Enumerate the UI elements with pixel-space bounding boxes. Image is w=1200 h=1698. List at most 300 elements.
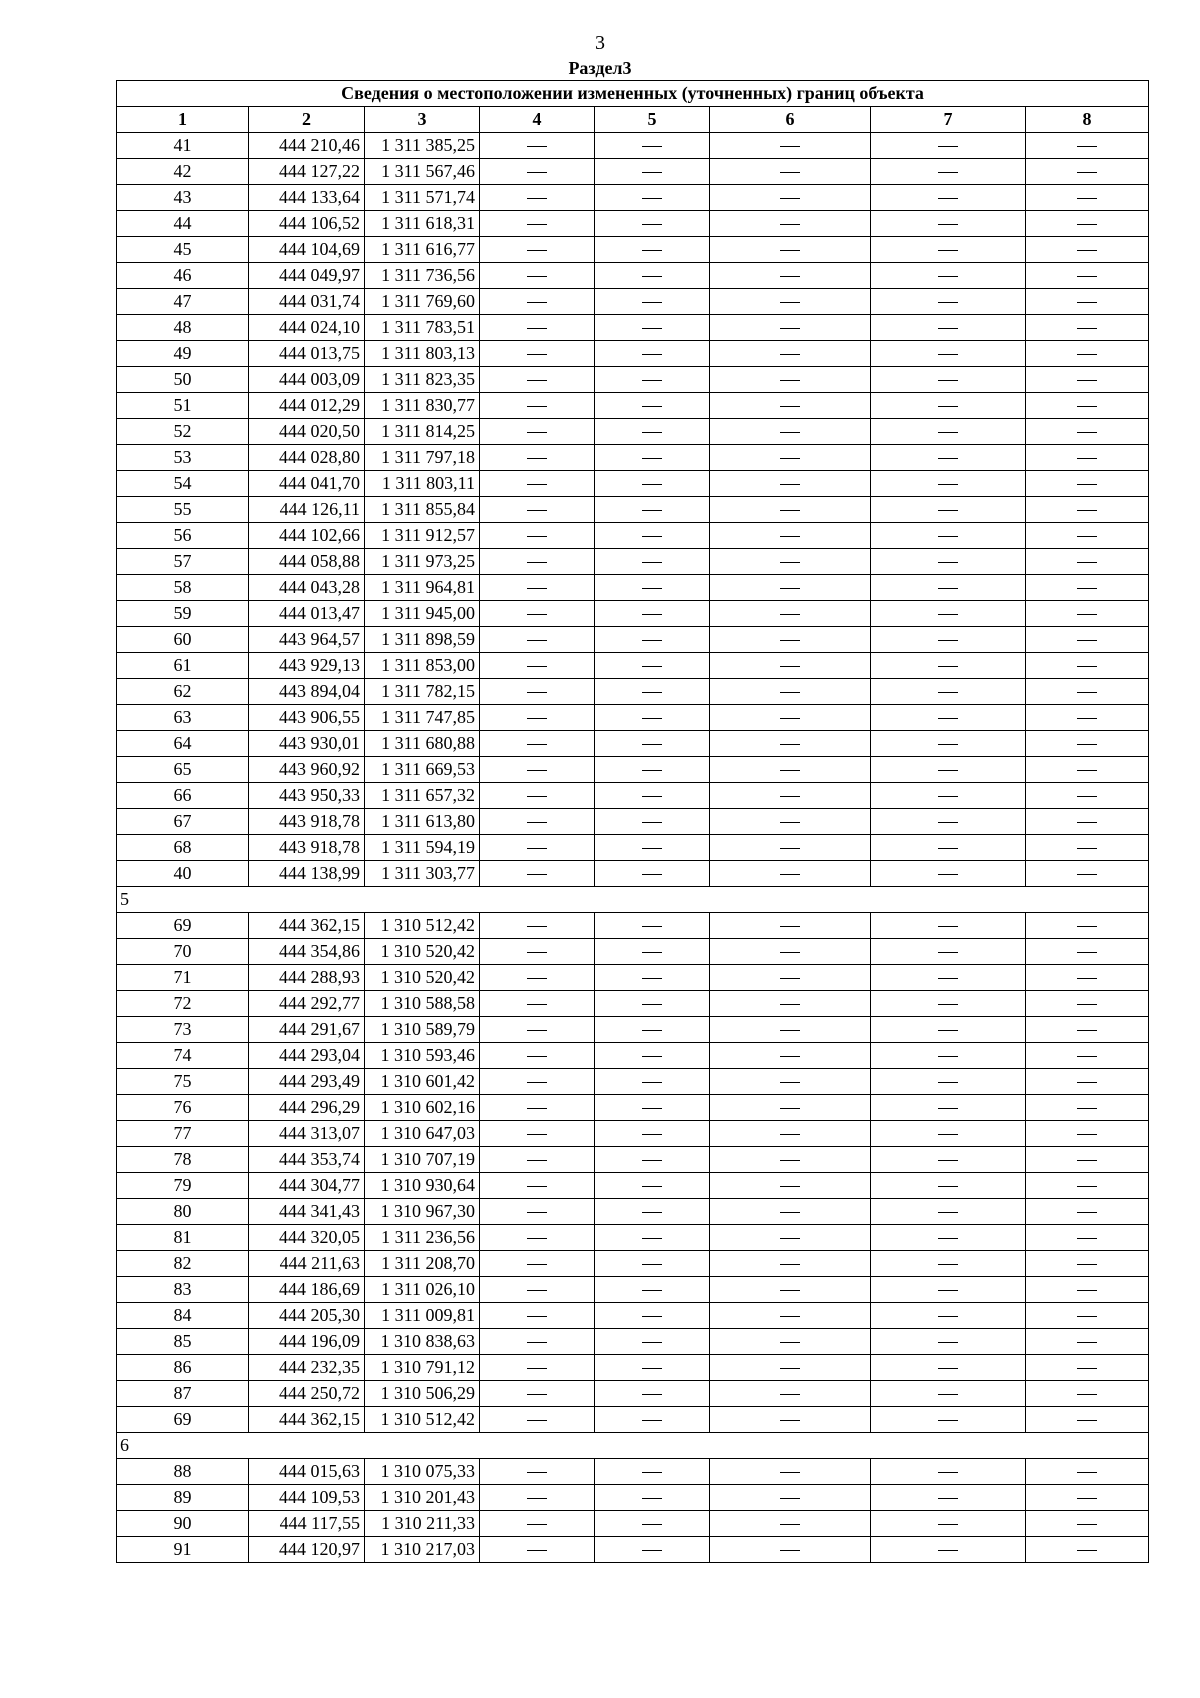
empty-cell bbox=[1026, 523, 1149, 549]
empty-cell bbox=[871, 1277, 1026, 1303]
coordinate-x: 443 950,33 bbox=[249, 783, 365, 809]
empty-dash bbox=[938, 1238, 958, 1239]
empty-dash bbox=[642, 1550, 662, 1551]
coordinate-x: 443 918,78 bbox=[249, 809, 365, 835]
empty-dash bbox=[938, 1498, 958, 1499]
empty-dash bbox=[527, 1394, 547, 1395]
empty-dash bbox=[938, 978, 958, 979]
empty-dash bbox=[780, 666, 800, 667]
empty-cell bbox=[871, 1225, 1026, 1251]
point-number: 41 bbox=[117, 133, 249, 159]
coordinate-y: 1 311 385,25 bbox=[365, 133, 480, 159]
empty-dash bbox=[1077, 1108, 1097, 1109]
empty-cell bbox=[710, 1355, 871, 1381]
table-row bbox=[117, 445, 1149, 471]
empty-dash bbox=[642, 1420, 662, 1421]
empty-cell bbox=[871, 419, 1026, 445]
empty-cell bbox=[595, 939, 710, 965]
empty-dash bbox=[1077, 718, 1097, 719]
empty-cell bbox=[595, 1069, 710, 1095]
table-row bbox=[117, 653, 1149, 679]
empty-cell bbox=[595, 1277, 710, 1303]
empty-dash bbox=[780, 302, 800, 303]
empty-cell bbox=[595, 861, 710, 887]
empty-cell bbox=[710, 133, 871, 159]
empty-cell bbox=[710, 367, 871, 393]
coordinate-y: 1 311 669,53 bbox=[365, 757, 480, 783]
empty-cell bbox=[1026, 1537, 1149, 1563]
empty-dash bbox=[938, 328, 958, 329]
empty-cell bbox=[710, 445, 871, 471]
empty-dash bbox=[1077, 1290, 1097, 1291]
empty-dash bbox=[938, 536, 958, 537]
empty-dash bbox=[938, 1342, 958, 1343]
table-row bbox=[117, 1459, 1149, 1485]
empty-cell bbox=[710, 419, 871, 445]
empty-cell bbox=[871, 809, 1026, 835]
empty-dash bbox=[527, 510, 547, 511]
point-number: 57 bbox=[117, 549, 249, 575]
empty-cell bbox=[480, 731, 595, 757]
point-number: 45 bbox=[117, 237, 249, 263]
empty-cell bbox=[871, 393, 1026, 419]
table-row bbox=[117, 367, 1149, 393]
coordinate-x: 444 362,15 bbox=[249, 1407, 365, 1433]
empty-dash bbox=[1077, 432, 1097, 433]
empty-dash bbox=[938, 874, 958, 875]
empty-cell bbox=[480, 757, 595, 783]
empty-dash bbox=[938, 770, 958, 771]
empty-cell bbox=[871, 549, 1026, 575]
coordinate-x: 443 894,04 bbox=[249, 679, 365, 705]
empty-cell bbox=[871, 263, 1026, 289]
contour-number: 6 bbox=[117, 1433, 1149, 1459]
empty-dash bbox=[780, 224, 800, 225]
empty-cell bbox=[871, 1095, 1026, 1121]
table-row bbox=[117, 1407, 1149, 1433]
coordinate-y: 1 311 567,46 bbox=[365, 159, 480, 185]
empty-cell bbox=[871, 1173, 1026, 1199]
point-number: 65 bbox=[117, 757, 249, 783]
empty-dash bbox=[1077, 796, 1097, 797]
empty-cell bbox=[480, 913, 595, 939]
table-row bbox=[117, 1537, 1149, 1563]
empty-dash bbox=[527, 1186, 547, 1187]
empty-cell bbox=[871, 523, 1026, 549]
empty-dash bbox=[527, 1212, 547, 1213]
empty-cell bbox=[871, 315, 1026, 341]
coordinate-x: 444 104,69 bbox=[249, 237, 365, 263]
empty-cell bbox=[710, 1199, 871, 1225]
empty-dash bbox=[938, 588, 958, 589]
empty-dash bbox=[1077, 510, 1097, 511]
empty-cell bbox=[710, 237, 871, 263]
empty-dash bbox=[1077, 640, 1097, 641]
empty-dash bbox=[642, 510, 662, 511]
empty-cell bbox=[480, 1017, 595, 1043]
point-number: 58 bbox=[117, 575, 249, 601]
empty-cell bbox=[871, 731, 1026, 757]
empty-cell bbox=[595, 653, 710, 679]
empty-cell bbox=[595, 211, 710, 237]
empty-dash bbox=[642, 276, 662, 277]
point-number: 82 bbox=[117, 1251, 249, 1277]
empty-cell bbox=[871, 497, 1026, 523]
empty-dash bbox=[938, 926, 958, 927]
empty-dash bbox=[780, 1290, 800, 1291]
empty-cell bbox=[595, 1199, 710, 1225]
empty-dash bbox=[642, 328, 662, 329]
column-header: 6 bbox=[710, 107, 871, 133]
empty-dash bbox=[780, 250, 800, 251]
empty-dash bbox=[642, 432, 662, 433]
point-number: 76 bbox=[117, 1095, 249, 1121]
empty-dash bbox=[642, 1238, 662, 1239]
empty-cell bbox=[710, 679, 871, 705]
empty-cell bbox=[871, 965, 1026, 991]
coordinate-x: 444 211,63 bbox=[249, 1251, 365, 1277]
empty-dash bbox=[780, 1498, 800, 1499]
table-body bbox=[117, 133, 1149, 1563]
empty-cell bbox=[1026, 1511, 1149, 1537]
coordinate-x: 444 320,05 bbox=[249, 1225, 365, 1251]
empty-dash bbox=[780, 822, 800, 823]
empty-cell bbox=[871, 653, 1026, 679]
table-row bbox=[117, 965, 1149, 991]
empty-cell bbox=[480, 1303, 595, 1329]
empty-cell bbox=[871, 1537, 1026, 1563]
empty-dash bbox=[642, 1108, 662, 1109]
empty-dash bbox=[527, 458, 547, 459]
empty-dash bbox=[1077, 1420, 1097, 1421]
empty-cell bbox=[480, 1199, 595, 1225]
point-number: 64 bbox=[117, 731, 249, 757]
empty-dash bbox=[527, 692, 547, 693]
point-number: 87 bbox=[117, 1381, 249, 1407]
empty-cell bbox=[480, 549, 595, 575]
empty-cell bbox=[595, 835, 710, 861]
empty-dash bbox=[938, 1316, 958, 1317]
empty-cell bbox=[1026, 1095, 1149, 1121]
empty-cell bbox=[871, 1069, 1026, 1095]
point-number: 81 bbox=[117, 1225, 249, 1251]
empty-cell bbox=[1026, 289, 1149, 315]
coordinate-y: 1 310 930,64 bbox=[365, 1173, 480, 1199]
point-number: 89 bbox=[117, 1485, 249, 1511]
empty-cell bbox=[595, 1537, 710, 1563]
empty-dash bbox=[527, 1030, 547, 1031]
empty-cell bbox=[1026, 627, 1149, 653]
empty-dash bbox=[780, 952, 800, 953]
point-number: 80 bbox=[117, 1199, 249, 1225]
column-header: 7 bbox=[871, 107, 1026, 133]
table-caption: Сведения о местоположении измененных (уточненных) границ объекта bbox=[117, 81, 1149, 107]
empty-cell bbox=[710, 341, 871, 367]
empty-cell bbox=[871, 679, 1026, 705]
empty-cell bbox=[595, 1485, 710, 1511]
empty-cell bbox=[710, 809, 871, 835]
empty-dash bbox=[527, 926, 547, 927]
empty-cell bbox=[480, 367, 595, 393]
table-row bbox=[117, 731, 1149, 757]
table-row bbox=[117, 1303, 1149, 1329]
empty-dash bbox=[938, 744, 958, 745]
coordinate-y: 1 311 803,11 bbox=[365, 471, 480, 497]
coordinate-y: 1 311 823,35 bbox=[365, 367, 480, 393]
empty-dash bbox=[527, 1550, 547, 1551]
empty-dash bbox=[780, 1030, 800, 1031]
table-row bbox=[117, 705, 1149, 731]
empty-dash bbox=[527, 406, 547, 407]
empty-cell bbox=[480, 835, 595, 861]
empty-dash bbox=[780, 692, 800, 693]
empty-cell bbox=[1026, 497, 1149, 523]
empty-dash bbox=[938, 1004, 958, 1005]
point-number: 56 bbox=[117, 523, 249, 549]
empty-cell bbox=[871, 1121, 1026, 1147]
empty-dash bbox=[1077, 1550, 1097, 1551]
empty-cell bbox=[871, 1043, 1026, 1069]
empty-dash bbox=[1077, 562, 1097, 563]
empty-cell bbox=[1026, 549, 1149, 575]
empty-dash bbox=[642, 1290, 662, 1291]
empty-cell bbox=[595, 965, 710, 991]
point-number: 66 bbox=[117, 783, 249, 809]
empty-cell bbox=[480, 185, 595, 211]
empty-cell bbox=[480, 1173, 595, 1199]
empty-cell bbox=[871, 211, 1026, 237]
empty-cell bbox=[1026, 783, 1149, 809]
coordinate-y: 1 311 830,77 bbox=[365, 393, 480, 419]
empty-dash bbox=[1077, 744, 1097, 745]
coordinate-x: 444 020,50 bbox=[249, 419, 365, 445]
empty-dash bbox=[780, 1082, 800, 1083]
empty-cell bbox=[595, 1511, 710, 1537]
point-number: 55 bbox=[117, 497, 249, 523]
empty-dash bbox=[1077, 302, 1097, 303]
table-row bbox=[117, 627, 1149, 653]
point-number: 42 bbox=[117, 159, 249, 185]
coordinate-x: 444 117,55 bbox=[249, 1511, 365, 1537]
point-number: 77 bbox=[117, 1121, 249, 1147]
empty-cell bbox=[710, 731, 871, 757]
empty-cell bbox=[595, 341, 710, 367]
empty-cell bbox=[871, 1407, 1026, 1433]
empty-dash bbox=[780, 978, 800, 979]
coordinate-y: 1 311 945,00 bbox=[365, 601, 480, 627]
coordinate-x: 444 250,72 bbox=[249, 1381, 365, 1407]
empty-cell bbox=[710, 1095, 871, 1121]
table-row bbox=[117, 1511, 1149, 1537]
empty-dash bbox=[780, 1472, 800, 1473]
coordinate-y: 1 310 512,42 bbox=[365, 913, 480, 939]
empty-dash bbox=[527, 536, 547, 537]
empty-dash bbox=[780, 1368, 800, 1369]
empty-cell bbox=[480, 627, 595, 653]
empty-dash bbox=[1077, 224, 1097, 225]
empty-dash bbox=[642, 536, 662, 537]
empty-cell bbox=[480, 263, 595, 289]
coordinate-x: 444 109,53 bbox=[249, 1485, 365, 1511]
empty-cell bbox=[595, 1095, 710, 1121]
empty-dash bbox=[527, 224, 547, 225]
table-row bbox=[117, 1069, 1149, 1095]
empty-dash bbox=[780, 874, 800, 875]
empty-cell bbox=[480, 315, 595, 341]
empty-dash bbox=[1077, 146, 1097, 147]
table-row bbox=[117, 939, 1149, 965]
point-number: 48 bbox=[117, 315, 249, 341]
empty-cell bbox=[710, 549, 871, 575]
coordinate-y: 1 311 803,13 bbox=[365, 341, 480, 367]
empty-cell bbox=[871, 1381, 1026, 1407]
coordinate-y: 1 311 303,77 bbox=[365, 861, 480, 887]
empty-cell bbox=[1026, 939, 1149, 965]
empty-dash bbox=[527, 614, 547, 615]
coordinate-x: 444 186,69 bbox=[249, 1277, 365, 1303]
empty-dash bbox=[527, 978, 547, 979]
empty-dash bbox=[780, 1342, 800, 1343]
table-row bbox=[117, 835, 1149, 861]
table-row bbox=[117, 315, 1149, 341]
empty-cell bbox=[480, 939, 595, 965]
empty-dash bbox=[938, 1524, 958, 1525]
point-number: 90 bbox=[117, 1511, 249, 1537]
empty-cell bbox=[1026, 1381, 1149, 1407]
empty-dash bbox=[780, 458, 800, 459]
empty-dash bbox=[642, 1134, 662, 1135]
empty-dash bbox=[527, 1004, 547, 1005]
table-row bbox=[117, 783, 1149, 809]
empty-cell bbox=[595, 679, 710, 705]
empty-dash bbox=[938, 1290, 958, 1291]
table-row bbox=[117, 1095, 1149, 1121]
empty-cell bbox=[1026, 341, 1149, 367]
coordinate-y: 1 310 593,46 bbox=[365, 1043, 480, 1069]
empty-dash bbox=[1077, 1316, 1097, 1317]
empty-dash bbox=[938, 666, 958, 667]
empty-cell bbox=[1026, 991, 1149, 1017]
point-number: 85 bbox=[117, 1329, 249, 1355]
empty-cell bbox=[1026, 315, 1149, 341]
empty-dash bbox=[642, 978, 662, 979]
empty-dash bbox=[527, 874, 547, 875]
coordinate-x: 444 049,97 bbox=[249, 263, 365, 289]
table-row bbox=[117, 601, 1149, 627]
empty-dash bbox=[527, 796, 547, 797]
empty-cell bbox=[1026, 601, 1149, 627]
empty-cell bbox=[710, 1407, 871, 1433]
empty-dash bbox=[527, 354, 547, 355]
empty-cell bbox=[871, 939, 1026, 965]
point-number: 84 bbox=[117, 1303, 249, 1329]
empty-dash bbox=[938, 1212, 958, 1213]
empty-cell bbox=[480, 211, 595, 237]
coordinate-x: 444 205,30 bbox=[249, 1303, 365, 1329]
empty-cell bbox=[595, 601, 710, 627]
empty-dash bbox=[780, 510, 800, 511]
column-header: 1 bbox=[117, 107, 249, 133]
empty-cell bbox=[871, 601, 1026, 627]
empty-cell bbox=[595, 1173, 710, 1199]
table-row bbox=[117, 471, 1149, 497]
empty-dash bbox=[780, 1160, 800, 1161]
empty-dash bbox=[780, 1004, 800, 1005]
coordinate-y: 1 311 782,15 bbox=[365, 679, 480, 705]
empty-dash bbox=[780, 1134, 800, 1135]
empty-dash bbox=[780, 354, 800, 355]
empty-cell bbox=[595, 1017, 710, 1043]
coordinate-x: 444 292,77 bbox=[249, 991, 365, 1017]
empty-dash bbox=[938, 1550, 958, 1551]
coordinate-x: 444 120,97 bbox=[249, 1537, 365, 1563]
empty-dash bbox=[642, 1394, 662, 1395]
empty-dash bbox=[1077, 1264, 1097, 1265]
empty-cell bbox=[1026, 1407, 1149, 1433]
table-row bbox=[117, 1355, 1149, 1381]
empty-dash bbox=[1077, 1498, 1097, 1499]
empty-dash bbox=[938, 380, 958, 381]
empty-dash bbox=[642, 302, 662, 303]
empty-cell bbox=[710, 185, 871, 211]
empty-dash bbox=[642, 354, 662, 355]
empty-dash bbox=[642, 1004, 662, 1005]
empty-dash bbox=[938, 276, 958, 277]
coordinate-y: 1 311 964,81 bbox=[365, 575, 480, 601]
empty-cell bbox=[480, 1485, 595, 1511]
empty-cell bbox=[710, 1459, 871, 1485]
empty-dash bbox=[1077, 1394, 1097, 1395]
empty-cell bbox=[595, 1303, 710, 1329]
empty-dash bbox=[1077, 1056, 1097, 1057]
coordinate-y: 1 310 211,33 bbox=[365, 1511, 480, 1537]
empty-dash bbox=[642, 172, 662, 173]
empty-dash bbox=[780, 1524, 800, 1525]
group-row bbox=[117, 1433, 1149, 1459]
empty-dash bbox=[642, 770, 662, 771]
empty-dash bbox=[938, 692, 958, 693]
empty-dash bbox=[642, 406, 662, 407]
empty-cell bbox=[710, 1121, 871, 1147]
empty-dash bbox=[642, 1524, 662, 1525]
empty-dash bbox=[938, 250, 958, 251]
empty-cell bbox=[871, 1459, 1026, 1485]
empty-cell bbox=[480, 289, 595, 315]
empty-dash bbox=[527, 484, 547, 485]
empty-cell bbox=[710, 653, 871, 679]
empty-dash bbox=[938, 172, 958, 173]
empty-dash bbox=[527, 848, 547, 849]
empty-dash bbox=[1077, 952, 1097, 953]
table-row bbox=[117, 913, 1149, 939]
empty-cell bbox=[595, 497, 710, 523]
point-number: 71 bbox=[117, 965, 249, 991]
empty-cell bbox=[480, 1121, 595, 1147]
table-row bbox=[117, 575, 1149, 601]
empty-cell bbox=[480, 809, 595, 835]
point-number: 43 bbox=[117, 185, 249, 211]
empty-cell bbox=[480, 653, 595, 679]
empty-cell bbox=[1026, 1017, 1149, 1043]
empty-cell bbox=[480, 1147, 595, 1173]
empty-cell bbox=[710, 575, 871, 601]
empty-dash bbox=[938, 1108, 958, 1109]
empty-cell bbox=[1026, 653, 1149, 679]
empty-cell bbox=[871, 783, 1026, 809]
empty-cell bbox=[480, 601, 595, 627]
empty-cell bbox=[710, 289, 871, 315]
coordinate-y: 1 310 647,03 bbox=[365, 1121, 480, 1147]
